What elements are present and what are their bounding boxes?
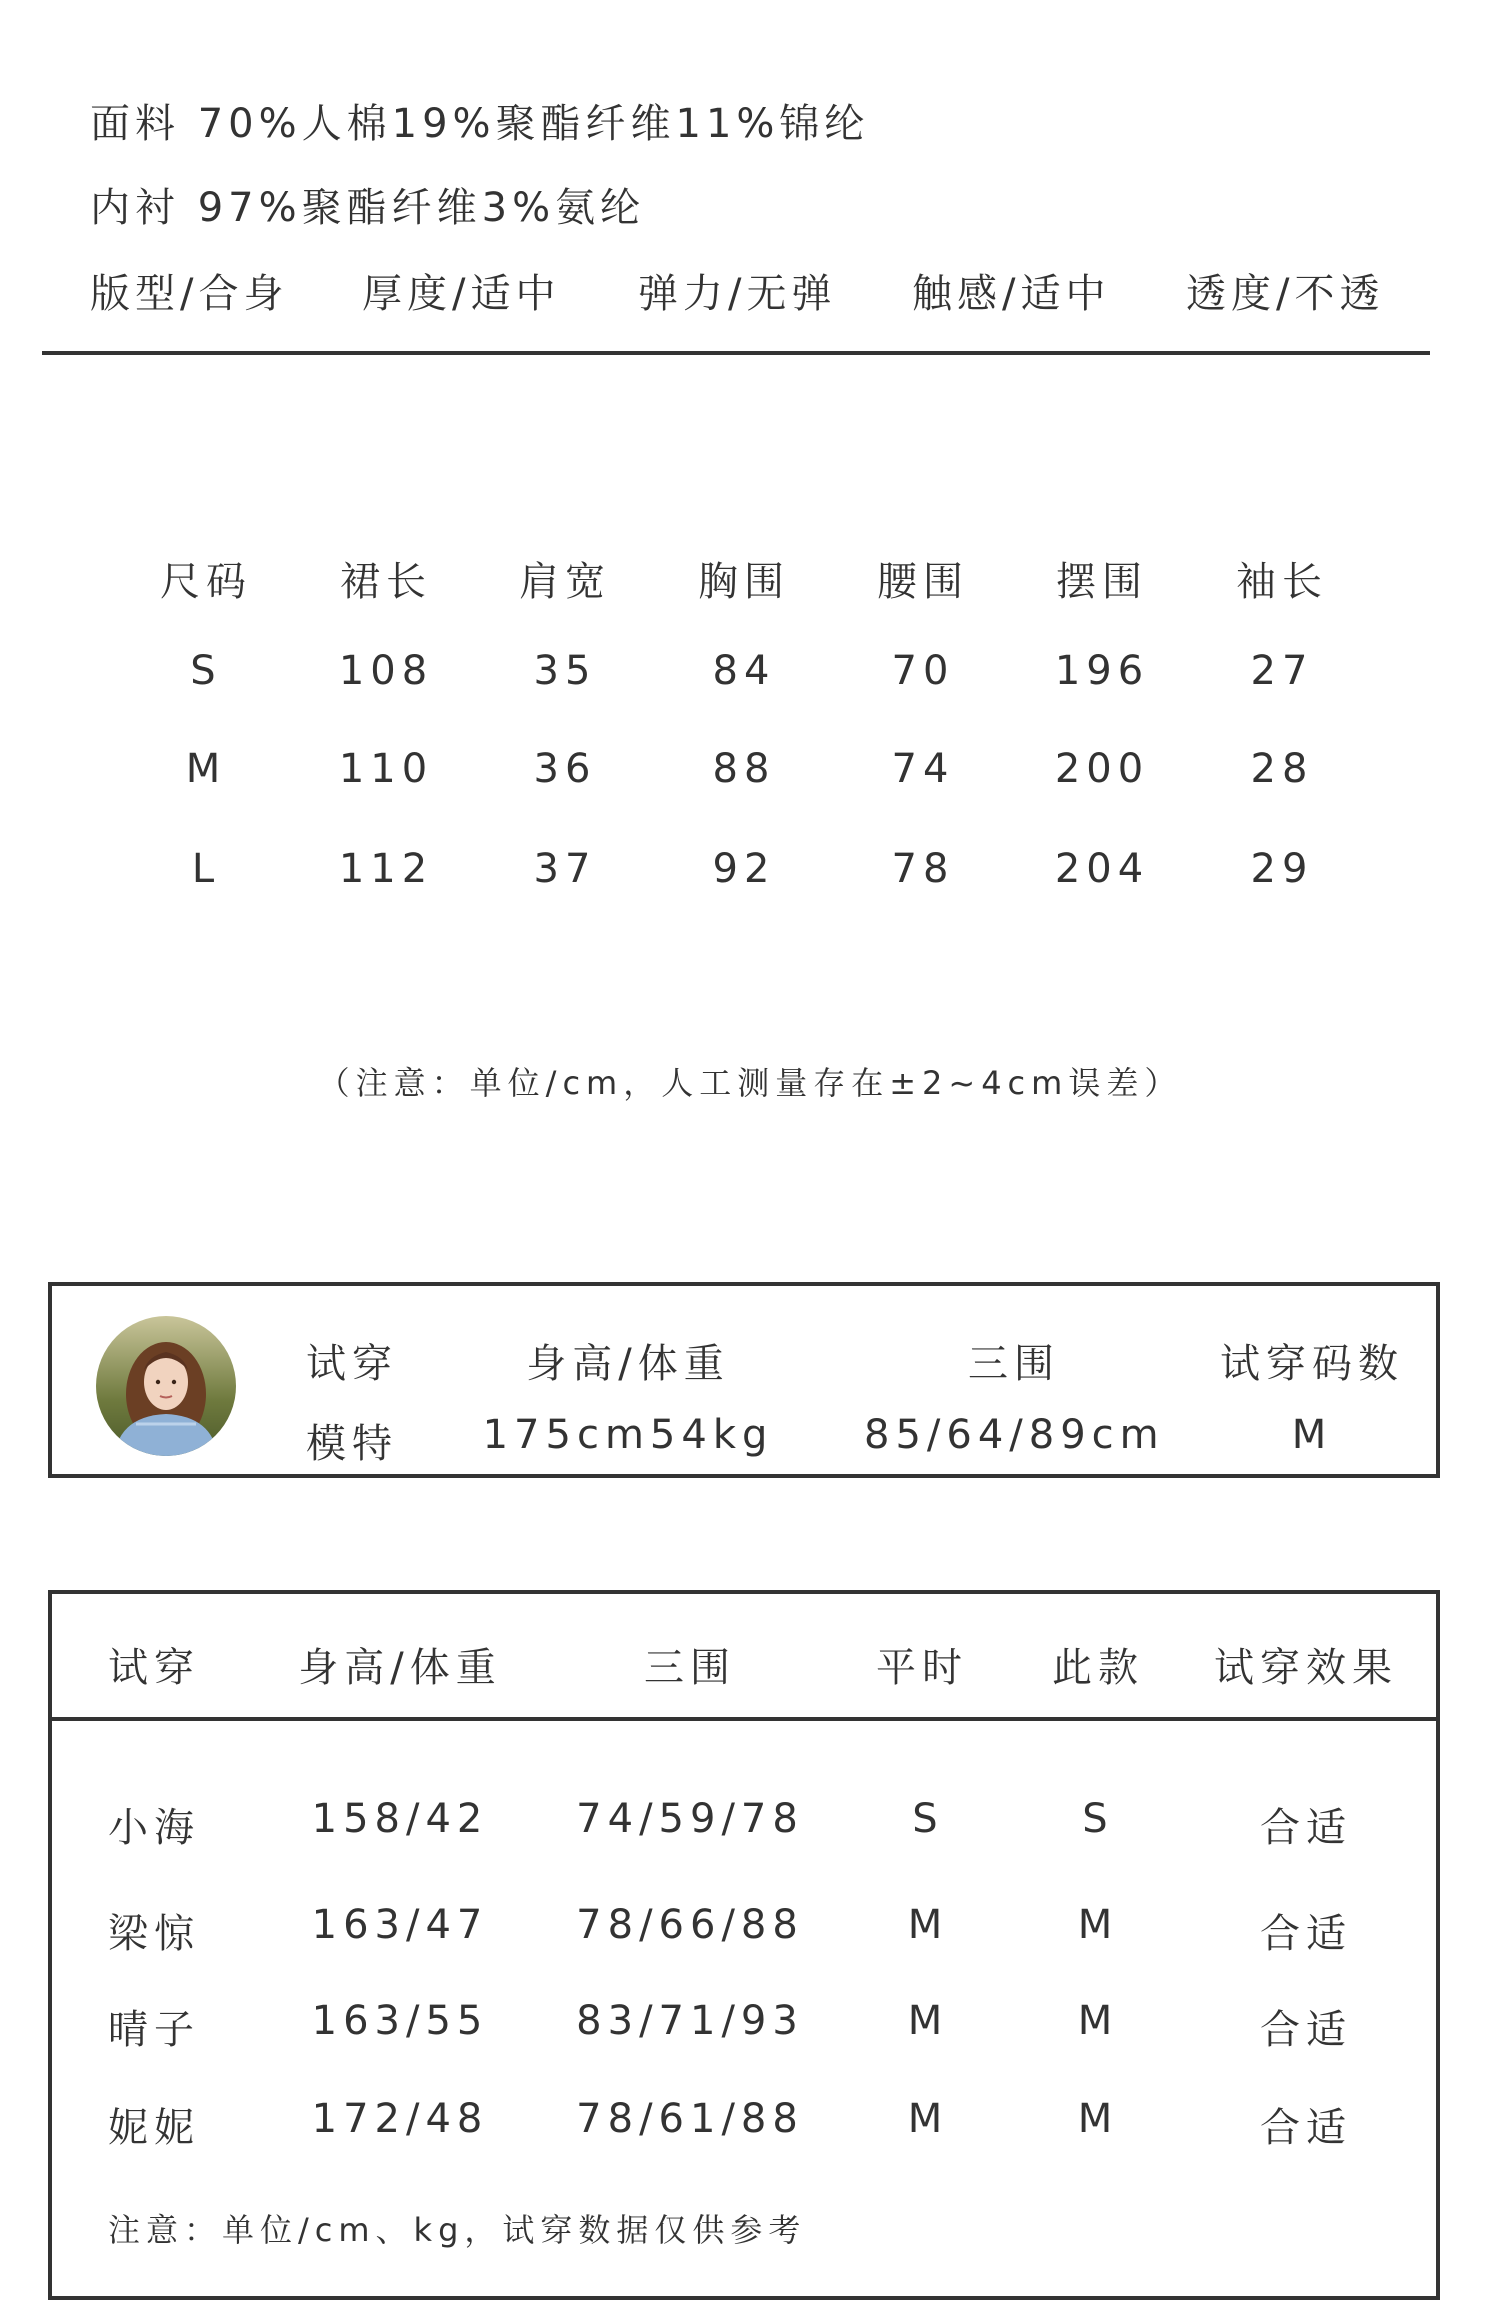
header-hem: 摆围 [1056, 559, 1148, 605]
measurement-note: （注意：单位/cm，人工测量存在±2~4cm误差） [317, 1064, 1183, 1102]
tryon-effect: 合适 [1260, 1805, 1352, 1851]
cell-hem: 196 [1054, 648, 1150, 694]
model-header-measurements: 三围 [968, 1341, 1060, 1387]
cell-waist: 78 [891, 846, 955, 892]
tryon-usual: M [907, 1998, 949, 2044]
tryon-height-weight: 163/55 [311, 1998, 489, 2044]
cell-size: S [190, 648, 222, 694]
tryon-usual: M [907, 2096, 949, 2142]
lining-composition: 内衬 97%聚酯纤维3%氨纶 [90, 185, 646, 231]
model-header-height-weight: 身高/体重 [526, 1341, 730, 1387]
tryon-this: M [1077, 1902, 1119, 1948]
header-size: 尺码 [160, 559, 252, 605]
tryon-note: 注意：单位/cm、kg，试穿数据仅供参考 [108, 2211, 807, 2249]
tryon-header-divider [48, 1717, 1440, 1721]
model-header-size: 试穿码数 [1220, 1341, 1404, 1387]
cell-size: M [185, 746, 227, 792]
header-shoulder: 肩宽 [519, 559, 611, 605]
cell-shoulder: 35 [533, 648, 597, 694]
cell-sleeve: 28 [1250, 746, 1314, 792]
cell-bust: 88 [712, 746, 776, 792]
cell-waist: 70 [891, 648, 955, 694]
tryon-effect: 合适 [1260, 2007, 1352, 2053]
model-size: M [1291, 1412, 1333, 1458]
cell-shoulder: 37 [533, 846, 597, 892]
tryon-header-effect: 试穿效果 [1214, 1645, 1398, 1691]
model-label-model: 模特 [306, 1421, 398, 1467]
cell-length: 110 [338, 746, 434, 792]
fabric-composition: 面料 70%人棉19%聚酯纤维11%锦纶 [90, 101, 870, 147]
tryon-header-usual: 平时 [876, 1645, 968, 1691]
cell-size: L [191, 846, 221, 892]
tryon-height-weight: 172/48 [311, 2096, 489, 2142]
header-waist: 腰围 [877, 559, 969, 605]
tryon-name: 妮妮 [108, 2105, 200, 2151]
cell-hem: 200 [1054, 746, 1150, 792]
cell-length: 112 [338, 846, 434, 892]
tryon-this: S [1082, 1796, 1114, 1842]
prop-touch: 触感/适中 [912, 271, 1111, 317]
header-sleeve: 袖长 [1236, 559, 1328, 605]
tryon-measurements: 78/61/88 [576, 2096, 804, 2142]
tryon-measurements: 83/71/93 [576, 1998, 804, 2044]
model-height-weight: 175cm54kg [482, 1412, 774, 1458]
tryon-this: M [1077, 1998, 1119, 2044]
model-avatar [96, 1316, 236, 1456]
tryon-this: M [1077, 2096, 1119, 2142]
prop-fit: 版型/合身 [90, 271, 289, 317]
cell-bust: 92 [712, 846, 776, 892]
tryon-usual: S [912, 1796, 944, 1842]
model-measurements: 85/64/89cm [864, 1412, 1165, 1458]
model-photo-icon [96, 1316, 236, 1456]
tryon-name: 晴子 [108, 2007, 200, 2053]
tryon-effect: 合适 [1260, 2105, 1352, 2151]
header-length: 裙长 [340, 559, 432, 605]
tryon-measurements: 78/66/88 [576, 1902, 804, 1948]
prop-transparency: 透度/不透 [1186, 271, 1385, 317]
tryon-name: 小海 [108, 1805, 200, 1851]
cell-sleeve: 27 [1250, 648, 1314, 694]
tryon-name: 梁惊 [108, 1911, 200, 1957]
cell-sleeve: 29 [1250, 846, 1314, 892]
cell-hem: 204 [1054, 846, 1150, 892]
tryon-usual: M [907, 1902, 949, 1948]
prop-elasticity: 弹力/无弹 [638, 271, 837, 317]
tryon-height-weight: 158/42 [311, 1796, 489, 1842]
model-label-tryon: 试穿 [306, 1341, 398, 1387]
cell-length: 108 [338, 648, 434, 694]
tryon-header-height-weight: 身高/体重 [298, 1645, 502, 1691]
prop-thickness: 厚度/适中 [362, 271, 561, 317]
cell-shoulder: 36 [533, 746, 597, 792]
tryon-header-this: 此款 [1052, 1645, 1144, 1691]
header-bust: 胸围 [698, 559, 790, 605]
tryon-measurements: 74/59/78 [576, 1796, 804, 1842]
cell-bust: 84 [712, 648, 776, 694]
tryon-height-weight: 163/47 [311, 1902, 489, 1948]
tryon-header-name: 试穿 [108, 1645, 200, 1691]
cell-waist: 74 [891, 746, 955, 792]
section-divider [42, 351, 1430, 355]
tryon-effect: 合适 [1260, 1911, 1352, 1957]
tryon-header-measurements: 三围 [644, 1645, 736, 1691]
